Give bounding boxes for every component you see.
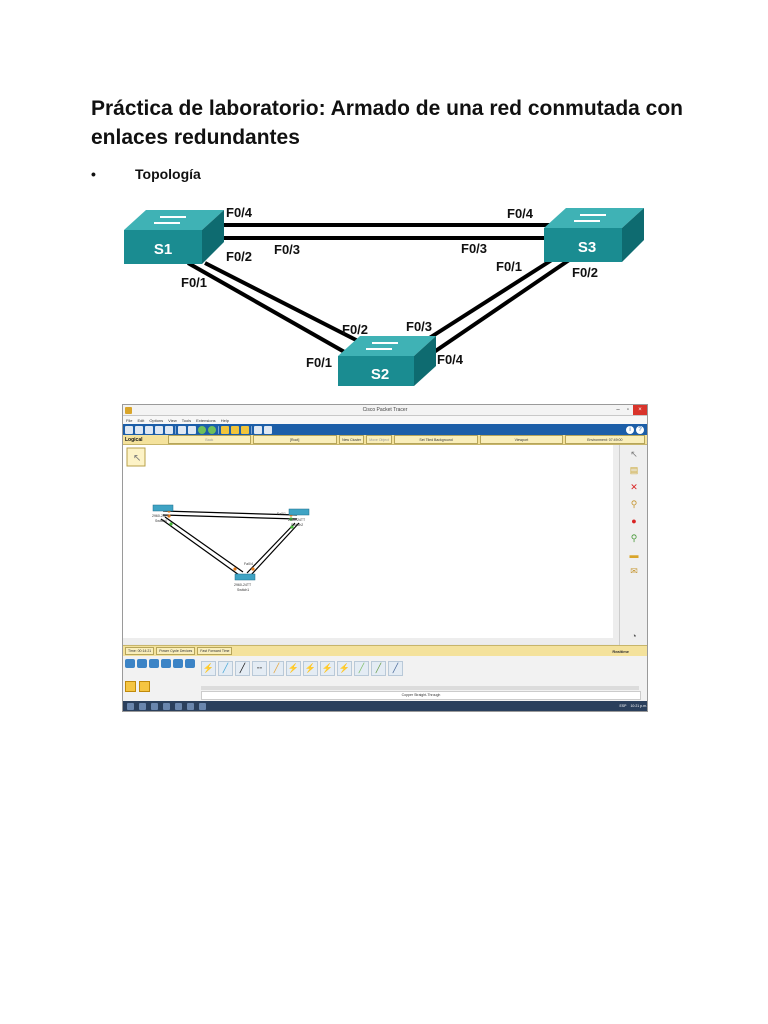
console-cable-icon[interactable]: ╱ bbox=[218, 661, 233, 676]
pt-switch-1[interactable] bbox=[234, 574, 255, 592]
port-label: F0/3 bbox=[274, 242, 301, 257]
undo-icon[interactable] bbox=[198, 426, 206, 434]
fiber-icon[interactable]: ╱ bbox=[269, 661, 284, 676]
port-label: F0/2 bbox=[226, 249, 253, 264]
viewport-button[interactable]: Viewport bbox=[480, 435, 562, 444]
link-s1-s2-f02 bbox=[205, 263, 360, 342]
switch-icon[interactable] bbox=[137, 659, 147, 668]
port-label: F0/1 bbox=[181, 275, 208, 290]
end-device-icon[interactable] bbox=[185, 659, 195, 668]
save-icon[interactable] bbox=[145, 426, 153, 434]
port-label: F0/3 bbox=[406, 319, 433, 334]
device-host: Switch0 bbox=[155, 519, 168, 523]
open-folder-icon[interactable] bbox=[135, 426, 143, 434]
menu-options[interactable]: Options bbox=[149, 417, 164, 423]
app-icon[interactable] bbox=[199, 703, 206, 710]
serial-dce-icon[interactable]: ⚡ bbox=[320, 661, 335, 676]
toolbar-divider bbox=[251, 426, 252, 434]
section-heading: Topología bbox=[135, 166, 201, 182]
port-label: F0/2 bbox=[342, 322, 369, 337]
port-label: F0/1 bbox=[306, 355, 333, 370]
link-s3-s2-f03 bbox=[420, 256, 558, 344]
usb-cable-icon[interactable]: ╱ bbox=[388, 661, 403, 676]
connection-types bbox=[201, 661, 403, 676]
paste-icon[interactable] bbox=[188, 426, 196, 434]
new-file-icon[interactable] bbox=[125, 426, 133, 434]
octal-icon[interactable]: ╱ bbox=[354, 661, 369, 676]
port-label: Fa0/1 bbox=[277, 512, 286, 516]
device-model: 2960-24TT bbox=[234, 583, 252, 587]
device-categories bbox=[125, 659, 195, 668]
horizontal-scrollbar[interactable] bbox=[123, 638, 619, 644]
window-controls bbox=[613, 405, 647, 415]
connection-scrollbar[interactable] bbox=[201, 686, 639, 690]
connection-type-label: Copper Straight-Through bbox=[201, 691, 641, 700]
environment-button[interactable]: Environment: 07:49:00 bbox=[565, 435, 645, 444]
coaxial-icon[interactable]: ⚡ bbox=[303, 661, 318, 676]
port-label: F0/2 bbox=[572, 265, 599, 280]
page-title: Práctica de laboratorio: Armado de una red conmutada con enlaces redundantes bbox=[91, 97, 684, 149]
add-pdu-icon[interactable]: ▬ bbox=[629, 550, 639, 560]
resize-icon[interactable]: ⚲ bbox=[630, 532, 638, 543]
explorer-icon[interactable] bbox=[151, 703, 158, 710]
note-icon[interactable]: ▤ bbox=[629, 464, 639, 475]
device-model: 2960-24TT bbox=[288, 518, 306, 522]
pt-menubar bbox=[123, 416, 647, 424]
minimize-icon[interactable]: – bbox=[616, 407, 620, 413]
link-s1-s2-f01 bbox=[188, 263, 348, 354]
topology-heading bbox=[91, 166, 201, 182]
ie-icon[interactable] bbox=[139, 703, 146, 710]
simulation-icon[interactable]: ◔ bbox=[631, 631, 637, 641]
time-bar bbox=[123, 645, 648, 656]
pt-window-title: Cisco Packet Tracer bbox=[362, 407, 408, 413]
help-icon[interactable]: ? bbox=[636, 426, 644, 434]
switch-s1 bbox=[124, 210, 224, 264]
topology-diagram bbox=[120, 196, 650, 392]
inspect-icon[interactable]: ⚲ bbox=[630, 498, 638, 509]
zoom-in-icon[interactable] bbox=[221, 426, 229, 434]
complex-pdu-icon[interactable]: ✉ bbox=[630, 565, 638, 576]
logical-label: Logical bbox=[125, 436, 143, 443]
iot-cable-icon[interactable]: ╱ bbox=[371, 661, 386, 676]
wireless-icon[interactable] bbox=[161, 659, 171, 668]
zoom-reset-icon[interactable] bbox=[231, 426, 239, 434]
start-icon[interactable] bbox=[127, 703, 134, 710]
realtime-mode-label[interactable]: Realtime bbox=[612, 648, 629, 654]
maximize-icon[interactable]: ▫ bbox=[626, 407, 630, 413]
connection-icon[interactable] bbox=[173, 659, 183, 668]
set-tiled-background-button[interactable]: Set Tiled Background bbox=[394, 435, 478, 444]
port-label: F0/1 bbox=[496, 259, 523, 274]
firefox-icon[interactable] bbox=[163, 703, 170, 710]
crossover-icon[interactable]: ╌ bbox=[252, 661, 267, 676]
switch-s3 bbox=[544, 208, 644, 262]
packet-tracer-icon[interactable] bbox=[187, 703, 194, 710]
logical-bar bbox=[123, 435, 647, 445]
pt-titlebar bbox=[123, 405, 647, 416]
pt-switch-2[interactable] bbox=[288, 509, 309, 527]
custom-device-icon[interactable] bbox=[264, 426, 272, 434]
menu-tools[interactable]: Tools bbox=[181, 417, 192, 423]
delete-icon[interactable]: ✕ bbox=[630, 481, 638, 492]
grid-icon[interactable] bbox=[139, 681, 150, 692]
language-indicator[interactable]: ESP bbox=[619, 704, 627, 708]
back-button[interactable]: Back bbox=[168, 435, 250, 444]
device-panel bbox=[123, 656, 647, 701]
menu-extensions[interactable]: Extensions bbox=[196, 417, 216, 423]
auto-connect-icon[interactable]: ⚡ bbox=[201, 661, 216, 676]
info-icon[interactable]: i bbox=[626, 426, 634, 434]
toolbar-divider bbox=[175, 426, 176, 434]
fast-forward-button[interactable]: Fast Forward Time bbox=[197, 647, 232, 655]
pointer-icon: ↖ bbox=[133, 453, 142, 464]
port-label: Fa0/4 bbox=[244, 562, 253, 566]
bullet: • bbox=[91, 166, 96, 182]
switch-label: S1 bbox=[153, 241, 173, 258]
menu-help[interactable]: Help bbox=[220, 417, 229, 423]
time-readout: Time: 00:14:21 bbox=[125, 647, 154, 655]
menu-view[interactable]: View bbox=[168, 417, 177, 423]
clock[interactable]: 10:21 p.m. bbox=[630, 704, 647, 708]
root-button[interactable]: [Root] bbox=[253, 435, 337, 444]
pt-toolbar bbox=[123, 424, 647, 435]
port-label: F0/3 bbox=[461, 241, 488, 256]
toolbar-divider bbox=[218, 426, 219, 434]
device-subcategories bbox=[125, 681, 150, 692]
move-object-button[interactable]: Move Object bbox=[366, 435, 392, 444]
lightning-icon[interactable] bbox=[125, 681, 136, 692]
print-icon[interactable] bbox=[155, 426, 163, 434]
links bbox=[188, 225, 575, 354]
zoom-out-icon[interactable] bbox=[241, 426, 249, 434]
activity-wizard-icon[interactable] bbox=[165, 426, 173, 434]
right-tool-palette bbox=[619, 445, 648, 645]
straight-through-icon[interactable]: ╱ bbox=[235, 661, 250, 676]
switch-label: S3 bbox=[577, 239, 597, 256]
word-icon[interactable] bbox=[175, 703, 182, 710]
power-cycle-button[interactable]: Power Cycle Devices bbox=[156, 647, 195, 655]
serial-dte-icon[interactable]: ⚡ bbox=[337, 661, 352, 676]
copy-icon[interactable] bbox=[178, 426, 186, 434]
pt-links bbox=[161, 511, 299, 575]
select-icon[interactable]: ↖ bbox=[630, 448, 638, 459]
port-label: F0/4 bbox=[437, 352, 464, 367]
router-icon[interactable] bbox=[125, 659, 135, 668]
palette-icon[interactable] bbox=[254, 426, 262, 434]
system-tray bbox=[619, 704, 648, 708]
network-canvas bbox=[123, 445, 613, 638]
hub-icon[interactable] bbox=[149, 659, 159, 668]
windows-taskbar bbox=[123, 701, 648, 711]
device-host: Switch1 bbox=[237, 588, 250, 592]
phone-cable-icon[interactable]: ⚡ bbox=[286, 661, 301, 676]
switch-s2 bbox=[338, 336, 436, 386]
new-cluster-button[interactable]: New Cluster bbox=[339, 435, 365, 444]
device-host: Switch2 bbox=[291, 523, 304, 527]
switch-label: S2 bbox=[370, 366, 390, 383]
logical-workspace[interactable] bbox=[123, 445, 613, 638]
packet-tracer-screenshot bbox=[122, 404, 648, 712]
menu-file[interactable]: File bbox=[126, 417, 133, 423]
port-label: F0/4 bbox=[226, 205, 253, 220]
shape-icon[interactable]: ● bbox=[631, 516, 637, 526]
port-label: F0/4 bbox=[507, 206, 534, 221]
redo-icon[interactable] bbox=[208, 426, 216, 434]
menu-edit[interactable]: Edit bbox=[137, 417, 145, 423]
close-icon[interactable]: × bbox=[633, 405, 647, 415]
device-model: 2960-24TT bbox=[152, 514, 170, 518]
